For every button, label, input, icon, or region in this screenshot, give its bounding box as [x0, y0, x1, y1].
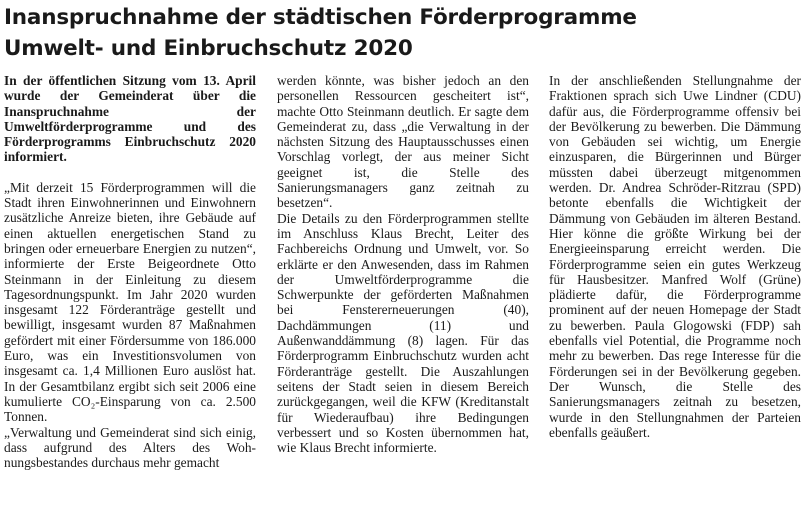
article-headline [4, 2, 794, 64]
headline-line-2: Umwelt- und Einbruchschutz 2020 [4, 36, 413, 61]
paragraph-2-start: „Verwaltung und Gemeinderat sind sich einig, dass aufgrund des Alters des Wohnungsbestandes durchaus mehr gemacht [4, 424, 256, 471]
column-1 [4, 73, 256, 470]
paragraph-3: Die Details zu den Förderprogrammen stellte im Anschluss Klaus Brecht, Leiter des Fachbereichs Ordnung und Umwelt, vor. So erklärte er den Anwesenden, dass im Rahmen der Umweltförderprogramme die Schwerpunkte der geförderten Maßnahmen bei Fenstererneuerungen (40), Dachdämmungen (11) und Außenwanddämmung (8) lagen. Für das Förderprogramm Einbruchschutz wurden acht Förderanträge gestellt. Die Auszahlungen seitens der Stadt seien in diesem Bereich zurückgegangen, weil die KFW (Kreditanstalt für Wiederaufbau) ihre Bedingungen verbessert und so Kosten übernommen hat, wie Klaus Brecht informierte. [277, 210, 529, 456]
column-3 [549, 73, 801, 440]
article-lead: In der öffentlichen Sitzung vom 13. April wurde der Gemeinderat über die Inanspruchnahme der Umweltförderprogramme und des Förderprogramms Einbruchschutz 2020 informiert. [4, 73, 256, 165]
paragraph-4: In der anschließenden Stellungnahme der Fraktionen sprach sich Uwe Lindner (CDU) dafür aus, die Förderprogramme offensiv bei der Bevölkerung zu bewerben. Die Dämmung von Gebäuden sei wichtig, um Energie einzusparen, die Bürgerinnen und Bürger müssten dabei überzeugt mitgenommen werden. Dr. Andrea Schröder-Ritzrau (SPD) betonte ebenfalls die Wichtigkeit der Dämmung von Gebäuden im älteren Bestand. Hier könne die größte Wirkung bei der Energieeinsparung erreicht werden. Die Förderprogramme seien ein gutes Werkzeug für Hausbesitzer. Manfred Wolf (Grüne) plädierte dafür, die Förderprogramme prominent auf der neuen Homepage der Stadt zu bewerben. Paula Glogowski (FDP) sah ebenfalls viel Potential, die Programme noch mehr zu bewerben. Das rege Interesse für die Förderungen sei in der Bevölkerung gegeben. Der Wunsch, die Stelle des Sanierungsmanagers zeitnah zu besetzen, wurde in den Stellungnahmen der Parteien ebenfalls geäußert. [549, 73, 801, 440]
column-2 [277, 73, 529, 455]
paragraph-2-end: werden könnte, was bisher jedoch an den personellen Ressourcen gescheitert ist“, machte Otto Steinmann deutlich. Er sagte dem Gemeinderat zu, dass „die Verwaltung in der nächsten Sitzung des Hauptausschusses einen Vorschlag vorlegt, der aus meiner Sicht geeignet ist, die Stelle des Sanierungsmanagers ganz zeitnah zu besetzen“. [277, 73, 529, 211]
paragraph-1: „Mit derzeit 15 Förderprogrammen will die Stadt ihren Einwohnerinnen und Einwohnern zusätzliche Anreize bieten, ihre Gebäude auf einen aktuellen energetischen Stand zu bringen oder erneuerbare Energien zu nutzen“, informierte der Erste Beigeordnete Otto Steinmann in der Einleitung zu diesem Tagesordnungspunkt. Im Jahr 2020 wurden insgesamt 122 Förderanträge gestellt und bewilligt, insgesamt wurden 87 Maßnahmen gefördert mit einer Fördersumme von 186.000 Euro, was ein Investitionsvolumen von insgesamt ca. 1,4 Millionen Euro auslöst hat. In der Gesamtbilanz ergibt sich seit 2006 eine kumulierte CO₂-Einsparung von ca. 2.500 Tonnen. [4, 179, 256, 425]
headline-line-1: Inanspruchnahme der städtischen Förderprogramme [4, 5, 637, 30]
